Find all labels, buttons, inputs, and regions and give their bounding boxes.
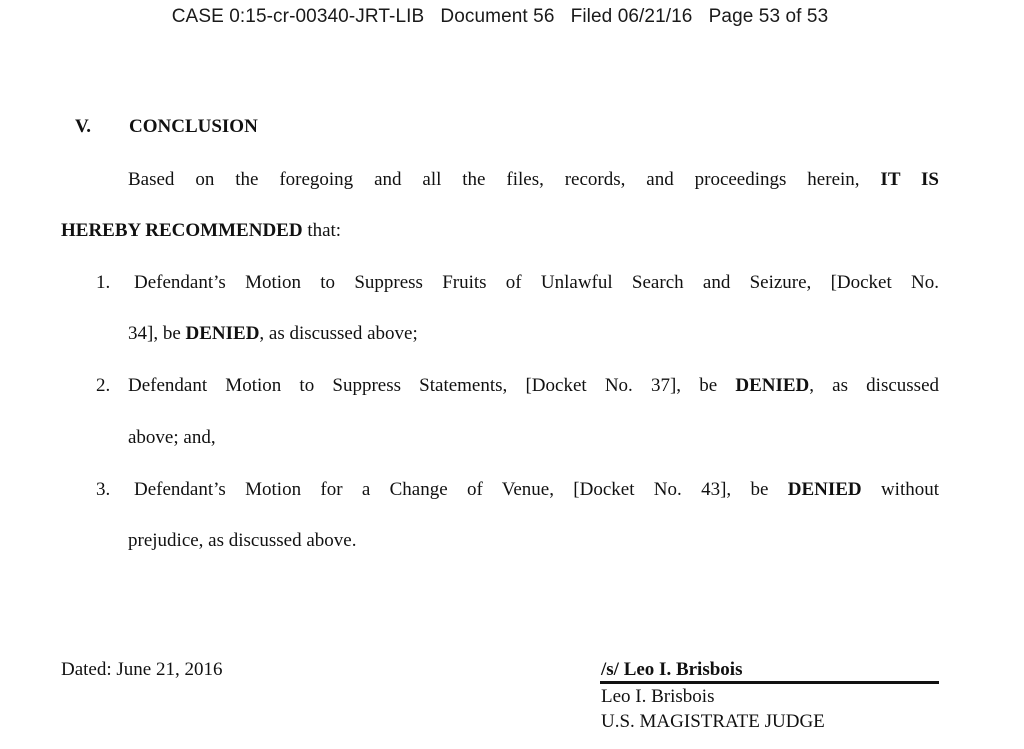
item-1-ruling: DENIED bbox=[185, 323, 260, 344]
dated: Dated: June 21, 2016 bbox=[61, 659, 223, 680]
signer-name: Leo I. Brisbois bbox=[601, 686, 715, 707]
intro-line-2 bbox=[61, 220, 341, 242]
intro-text: Based on the foregoing and all the files, records, and proceedings herein, bbox=[128, 169, 860, 190]
electronic-signature: /s/ Leo I. Brisbois bbox=[601, 659, 743, 680]
item-3-ruling: DENIED bbox=[787, 479, 862, 500]
section-title: CONCLUSION bbox=[129, 116, 258, 137]
case-header bbox=[0, 6, 1000, 28]
document-number: Document 56 bbox=[440, 6, 555, 27]
intro-bold-1: IT IS bbox=[880, 169, 939, 190]
item-3-text-after: without bbox=[861, 479, 939, 500]
intro-text-after: that: bbox=[302, 220, 342, 241]
item-3-text: Defendant’s Motion for a Change of Venue, [Docket No. 43], be bbox=[134, 479, 788, 500]
item-2-text: Defendant Motion to Suppress Statements, [Docket No. 37], be bbox=[128, 375, 736, 396]
filed-date: Filed 06/21/16 bbox=[570, 6, 693, 27]
item-2-ruling: DENIED bbox=[735, 375, 810, 396]
intro-line-1 bbox=[128, 169, 939, 191]
section-heading bbox=[75, 116, 258, 138]
item-1-line-2 bbox=[128, 323, 418, 345]
item-1-line-1: Defendant’s Motion to Suppress Fruits of Unlawful Search and Seizure, [Docket No. bbox=[134, 272, 939, 293]
item-1-text-after: , as discussed above; bbox=[259, 323, 418, 344]
page-number: Page 53 of 53 bbox=[708, 6, 829, 27]
item-3-line-2: prejudice, as discussed above. bbox=[128, 530, 357, 551]
item-2-text-after: , as discussed bbox=[809, 375, 940, 396]
item-1-number: 1. bbox=[96, 272, 111, 293]
item-2-line-2: above; and, bbox=[128, 427, 216, 448]
case-number: CASE 0:15-cr-00340-JRT-LIB bbox=[171, 6, 425, 27]
signer-title: U.S. MAGISTRATE JUDGE bbox=[601, 711, 825, 732]
item-3-number: 3. bbox=[96, 479, 111, 500]
section-number: V. bbox=[75, 116, 92, 137]
signature-line bbox=[600, 681, 939, 684]
item-2-line-1 bbox=[128, 375, 939, 397]
item-2-number: 2. bbox=[96, 375, 111, 396]
item-1-text: 34], be bbox=[128, 323, 186, 344]
item-3-line-1 bbox=[134, 479, 939, 501]
intro-bold-2: HEREBY RECOMMENDED bbox=[61, 220, 303, 241]
